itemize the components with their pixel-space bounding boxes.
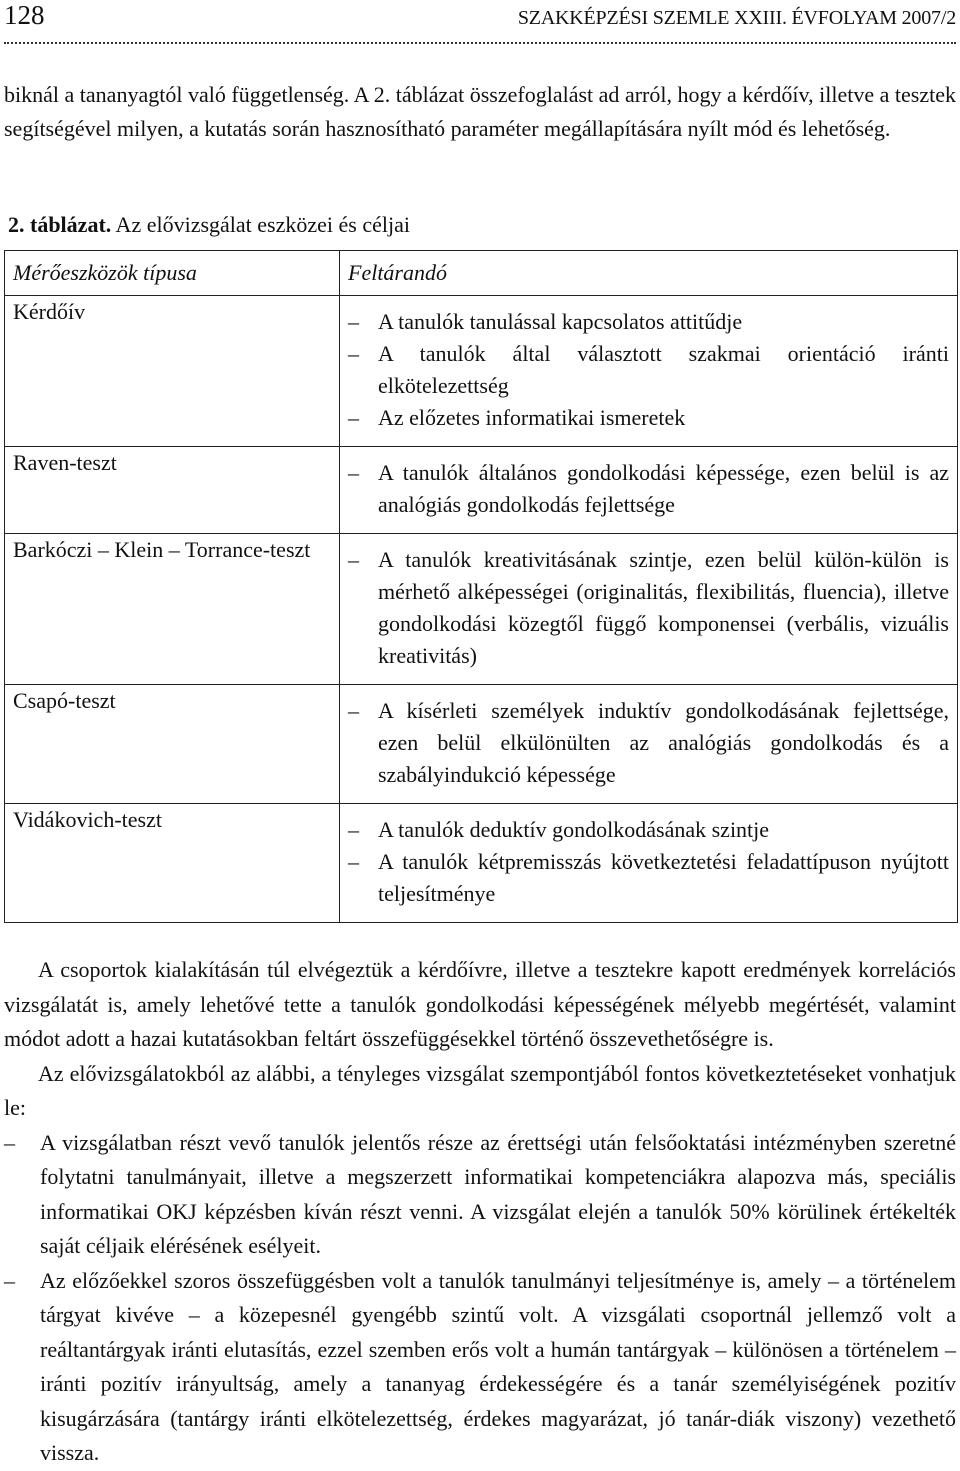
table-caption bbox=[8, 208, 410, 242]
tool-name: Vidákovich-teszt bbox=[5, 804, 340, 923]
goal-list bbox=[348, 534, 949, 684]
table-row bbox=[5, 296, 958, 447]
table-row bbox=[5, 804, 958, 923]
goal-cell bbox=[340, 447, 958, 534]
running-title: SZAKKÉPZÉSI SZEMLE XXIII. ÉVFOLYAM 2007/2 bbox=[517, 7, 956, 29]
table-header-tool: Mérőeszközök típusa bbox=[5, 251, 340, 296]
table-header-goal: Feltárandó bbox=[340, 251, 958, 296]
tool-name: Csapó-teszt bbox=[5, 685, 340, 804]
goal-item: – A tanulók tanulással kapcsolatos attitűdje bbox=[348, 306, 949, 338]
tool-name: Raven-teszt bbox=[5, 447, 340, 534]
tool-name: Kérdőív bbox=[5, 296, 340, 447]
conclusion-item: – A vizsgálatban részt vevő tanulók jelentős része az érettségi után felsőoktatási intézményben szeretné folytatni tanulmányait, illetve a megszerzett informatikai kompetenciákra alapozva más, speciális informatikai OKJ képzésben kíván részt venni. A vizsgálat elején a tanulók 50% körülinek értékelték saját céljaik elérésének esélyeit. bbox=[4, 1126, 956, 1264]
tools-table bbox=[4, 250, 958, 923]
table-row bbox=[5, 685, 958, 804]
body-paragraph: Az elővizsgálatokból az alábbi, a tényleges vizsgálat szempontjából fontos következtetéseket vonhatjuk le: bbox=[4, 1060, 956, 1120]
goal-list bbox=[348, 296, 949, 446]
table-caption-text: Az elővizsgálat eszközei és céljai bbox=[111, 212, 410, 237]
goal-item: – Az előzetes informatikai ismeretek bbox=[348, 402, 949, 434]
conclusion-item: – Az előzőekkel szoros összefüggésben volt a tanulók tanulmányi teljesítménye is, amely – a történelem tárgyat kivéve – a közepesnél gyengébb szintű volt. A vizsgálati csoportnál jellemző volt a reáltantárgyak iránti elutasítás, ezzel szemben erős volt a humán tantárgyak – különösen a történelem – iránti pozitív irányultság, amely a tananyag érdekességére és a tanár személyiségének pozitív kisugárzására (tantárgy iránti elkötelezettség, érdekes magyarázat, jó tanár-diák viszony) vezethető vissza. bbox=[4, 1264, 956, 1471]
body-paragraph: A csoportok kialakításán túl elvégeztük a kérdőívre, illetve a tesztekre kapott eredmények korrelációs vizsgálatát is, amely lehetővé tette a tanulók gondolkodási képességének mélyebb megértését, valamint módot adott a hazai kutatásokban feltárt összefüggésekkel történő összevethetőségre is. bbox=[4, 957, 956, 1051]
conclusion-list bbox=[4, 1126, 956, 1471]
body-text bbox=[4, 953, 956, 1471]
goal-item: – A tanulók általános gondolkodási képessége, ezen belül is az analógiás gondolkodás fejlettsége bbox=[348, 457, 949, 521]
table-header-row bbox=[5, 251, 958, 296]
page-header bbox=[0, 0, 960, 40]
page-number: 128 bbox=[4, 0, 45, 30]
goal-cell bbox=[340, 534, 958, 685]
goal-cell bbox=[340, 804, 958, 923]
goal-cell bbox=[340, 685, 958, 804]
goal-list bbox=[348, 685, 949, 803]
goal-item: – A kísérleti személyek induktív gondolkodásának fejlettsége, ezen belül elkülönülten az analógiás gondolkodás és a szabályindukció képessége bbox=[348, 695, 949, 791]
table-caption-label: 2. táblázat. bbox=[8, 212, 112, 237]
goal-item: – A tanulók kreativitásának szintje, ezen belül külön-külön is mérhető alképességei (originalitás, flexibilitás, fluencia), illetve gondolkodási közegtől függő komponensei (verbális, vizuális kreativitás) bbox=[348, 544, 949, 672]
table-row bbox=[5, 534, 958, 685]
goal-list bbox=[348, 447, 949, 533]
tool-name: Barkóczi – Klein – Torrance-teszt bbox=[5, 534, 340, 685]
goal-list bbox=[348, 804, 949, 922]
goal-item: – A tanulók kétpremisszás következtetési feladattípuson nyújtott teljesítménye bbox=[348, 846, 949, 910]
goal-cell bbox=[340, 296, 958, 447]
goal-item: – A tanulók deduktív gondolkodásának szintje bbox=[348, 814, 949, 846]
goal-item: – A tanulók által választott szakmai orientáció iránti elkötelezettség bbox=[348, 338, 949, 402]
intro-paragraph: biknál a tananyagtól való függetlenség. A 2. táblázat összefoglalást ad arról, hogy a kérdőív, illetve a tesztek segítségével milyen, a kutatás során hasznosítható paraméter megállapítására nyílt mód és lehetőség. bbox=[4, 82, 956, 141]
table-row bbox=[5, 447, 958, 534]
header-divider bbox=[4, 42, 956, 44]
